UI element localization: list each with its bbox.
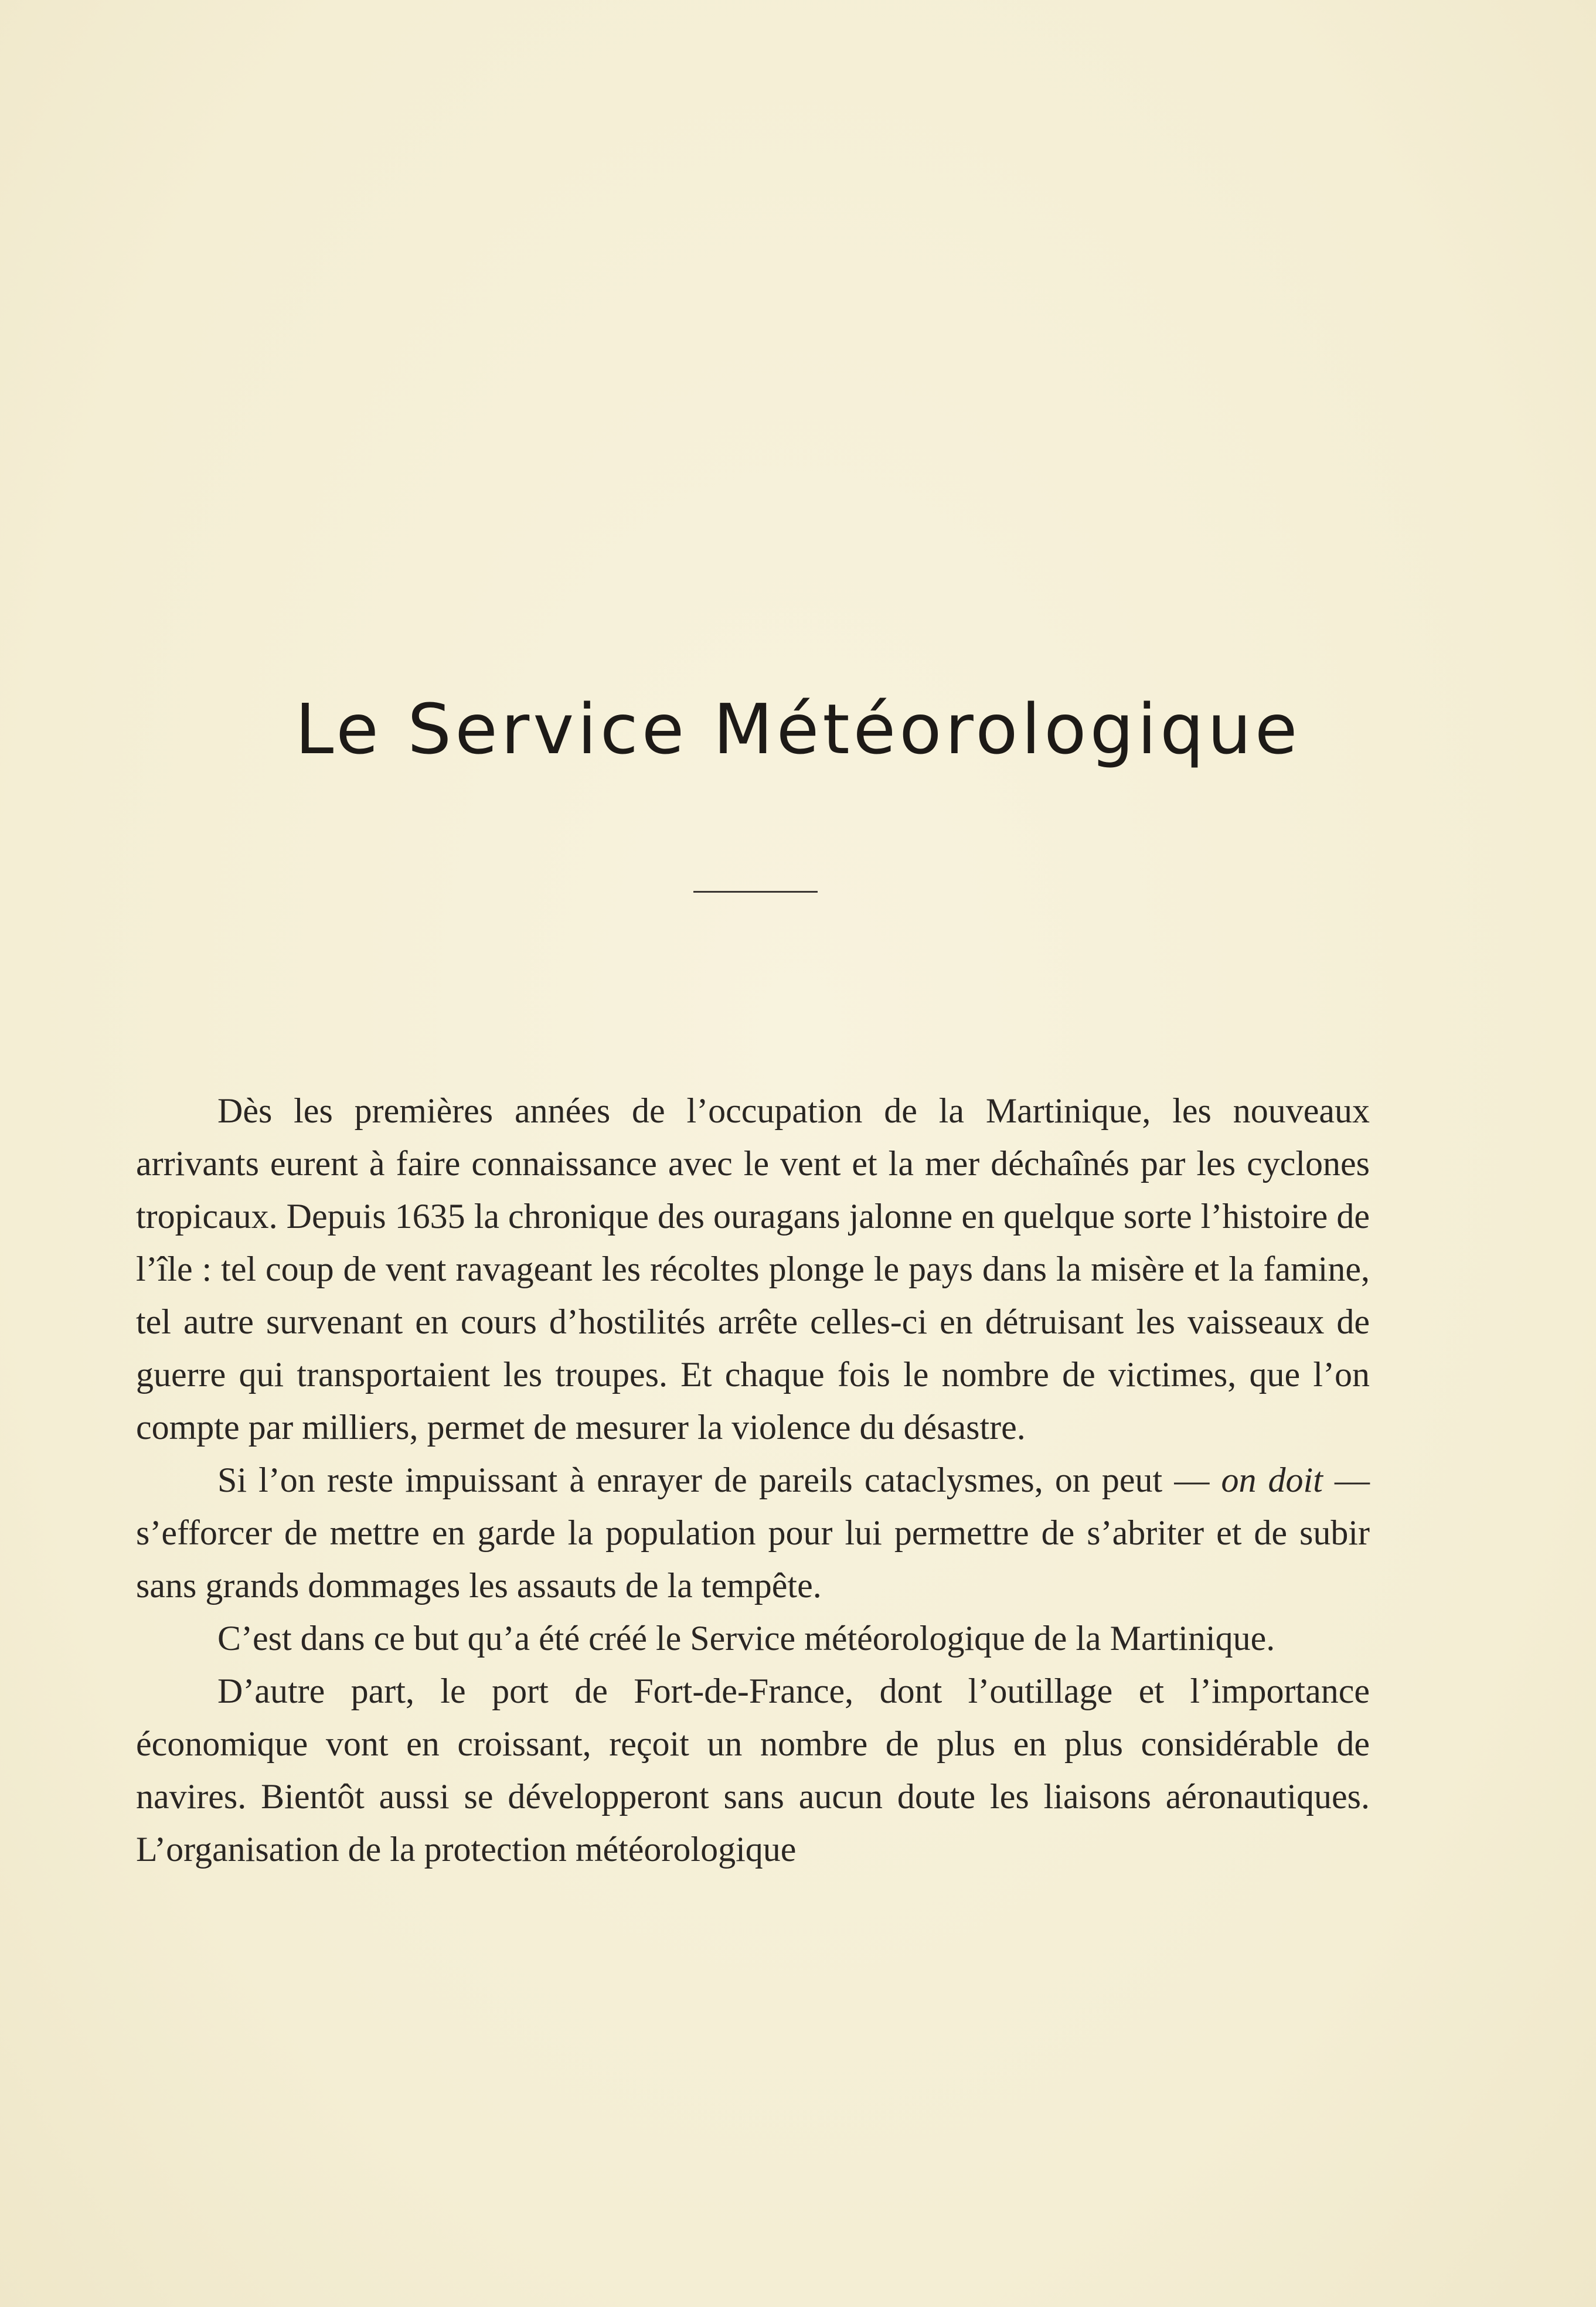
paragraph-2 xyxy=(136,1454,1370,1612)
paragraph-2-lead: Si l’on reste impuissant à enrayer de pareils cataclysmes, on peut — xyxy=(217,1461,1221,1499)
body-text xyxy=(136,1084,1370,1876)
page-title: Le Service Météorologique xyxy=(295,689,1301,770)
paragraph-2-rest: — s’efforcer de mettre en garde la population pour lui permettre de s’abriter et de subir sans grands dommages les assauts de la tempête. xyxy=(136,1461,1370,1605)
paragraph-2-emphasis: on doit xyxy=(1221,1461,1323,1499)
paragraph-1: Dès les premières années de l’occupation de la Martinique, les nouveaux arrivants eurent à faire connaissance avec le vent et la mer déchaînés par les cyclones tropicaux. Depuis 1635 la chronique des ouragans jalonne en quelque sorte l’histoire de l’île : tel coup de vent ravageant les récoltes plonge le pays dans la misère et la famine, tel autre survenant en cours d’hostilités arrête celles-ci en détruisant les vaisseaux de guerre qui transportaient les troupes. Et chaque fois le nombre de victimes, que l’on compte par milliers, permet de mesurer la violence du désastre. xyxy=(136,1091,1370,1447)
title-divider xyxy=(693,891,818,893)
paragraph-3: C’est dans ce but qu’a été créé le Service météorologique de la Martinique. xyxy=(217,1619,1275,1658)
paragraph-4: D’autre part, le port de Fort-de-France, dont l’outillage et l’importance économique vont en croissant, reçoit un nombre de plus en plus considérable de navires. Bientôt aussi se développeront sans aucun doute les liaisons aéronautiques. L’organisation de la protection météorologique xyxy=(136,1672,1370,1869)
